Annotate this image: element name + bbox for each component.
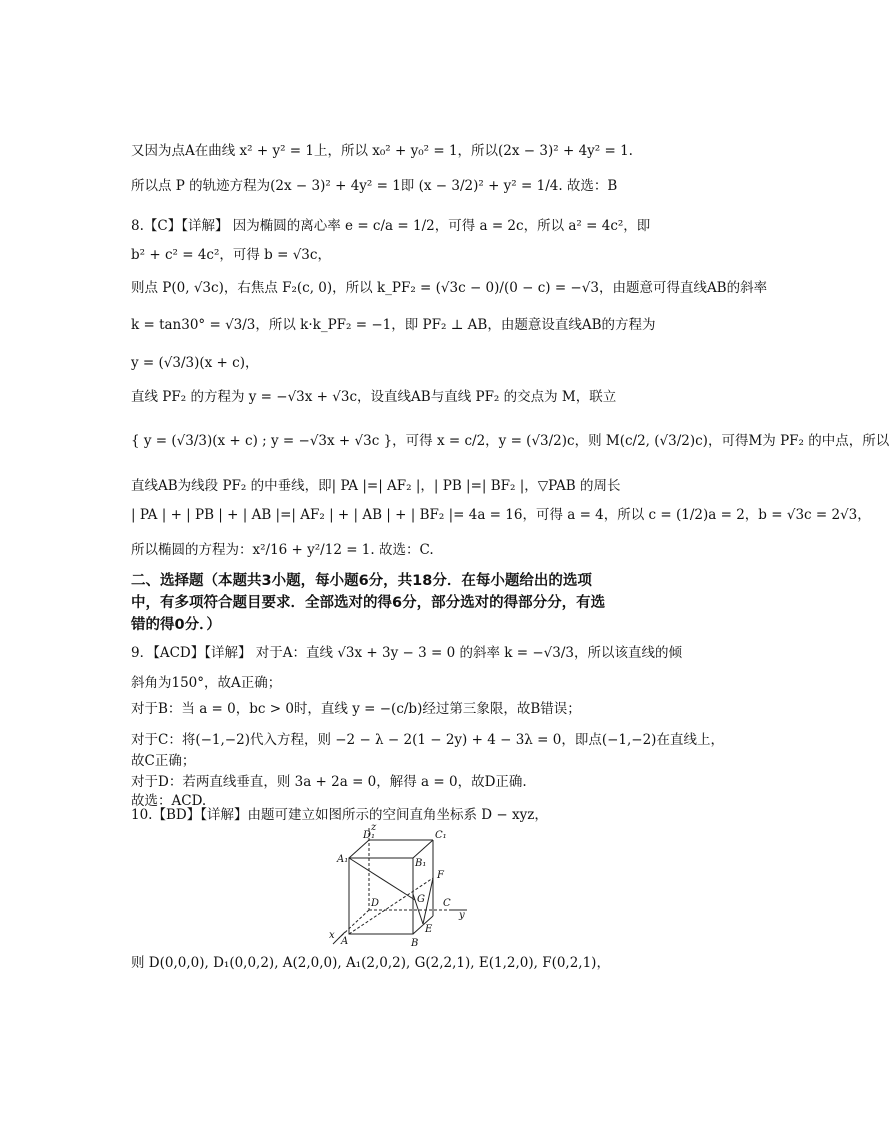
text-line-3: 8.【C】【详解】 因为椭圆的离心率 e = c/a = 1/2，可得 a = 2c，所以 a² = 4c²，即: [131, 218, 651, 234]
text-line-4: b² + c² = 4c²，可得 b = √3c，: [131, 247, 331, 263]
text-line-18: 对于B：当 a = 0，bc > 0时，直线 y = −(c/b)经过第三象限，故B错误；: [131, 701, 581, 717]
section-title-1: 二、选择题（本题共3小题，每小题6分，共18分．在每小题给出的选项: [131, 573, 592, 589]
section-title-2: 中，有多项符合题目要求．全部选对的得6分，部分选对的得部分分，有选: [131, 595, 606, 611]
label-y: y: [459, 910, 465, 921]
text-line-16: 9．【ACD】【详解】 对于A：直线 √3x + 3y − 3 = 0 的斜率 k = −√3/3，所以该直线的倾: [131, 645, 683, 661]
label-C: C: [443, 898, 451, 909]
text-line-2: 所以点 P 的轨迹方程为(2x − 3)² + 4y² = 1即 (x − 3/2)² + y² = 1/4. 故选：B: [131, 178, 618, 194]
text-line-24: 则 D(0,0,0), D₁(0,0,2), A(2,0,0), A₁(2,0,2), G(2,2,1), E(1,2,0), F(0,2,1)，: [131, 955, 610, 971]
label-x: x: [329, 930, 335, 941]
text-line-21: 对于D：若两直线垂直，则 3a + 2a = 0，解得 a = 0，故D正确.: [131, 774, 527, 790]
text-line-6: k = tan30° = √3/3，所以 k·k_PF₂ = −1，即 PF₂ ⊥ AB，由题意设直线AB的方程为: [131, 317, 656, 333]
cube-figure: [325, 820, 475, 950]
text-line-5: 则点 P(0, √3c)，右焦点 F₂(c, 0)，所以 k_PF₂ = (√3c − 0)/(0 − c) = −√3，由题意可得直线AB的斜率: [131, 280, 768, 296]
text-line-20: 故C正确；: [131, 753, 196, 769]
section-title-3: 错的得0分．）: [131, 617, 221, 633]
text-line-9: { y = (√3/3)(x + c) ; y = −√3x + √3c }，可得 x = c/2，y = (√3/2)c，则 M(c/2, (√3/2)c)，可得M为 PF₂ 的中点，所以: [131, 433, 889, 449]
text-line-22: 故选：ACD.: [131, 793, 207, 809]
label-D: D: [371, 898, 380, 909]
label-z: z: [371, 822, 377, 833]
text-line-17: 斜角为150°，故A正确；: [131, 675, 282, 691]
label-B: B: [411, 938, 419, 949]
label-D1: D₁: [363, 830, 376, 841]
text-line-23: 10.【BD】【详解】由题可建立如图所示的空间直角坐标系 D − xyz，: [131, 807, 548, 823]
text-line-1: 又因为点A在曲线 x² + y² = 1上，所以 x₀² + y₀² = 1，所以(2x − 3)² + 4y² = 1.: [131, 143, 633, 159]
label-G: G: [417, 894, 425, 905]
label-A1: A₁: [337, 854, 349, 865]
text-line-12: 所以椭圆的方程为：x²/16 + y²/12 = 1. 故选：C.: [131, 542, 434, 558]
label-C1: C₁: [435, 830, 447, 841]
label-F: F: [437, 870, 444, 881]
text-line-8: 直线 PF₂ 的方程为 y = −√3x + √3c，设直线AB与直线 PF₂ 的交点为 M，联立: [131, 389, 617, 405]
label-B1: B₁: [415, 858, 427, 869]
text-line-7: y = (√3/3)(x + c)，: [131, 355, 259, 371]
text-line-10: 直线AB为线段 PF₂ 的中垂线，即| PA |=| AF₂ |，| PB |=| BF₂ |，▽PAB 的周长: [131, 478, 621, 494]
text-line-11: | PA | + | PB | + | AB |=| AF₂ | + | AB | + | BF₂ |= 4a = 16，可得 a = 4，所以 c = (1/2)a = 2，b = √3c = 2√3，: [131, 507, 871, 523]
text-line-19: 对于C：将(−1,−2)代入方程，则 −2 − λ − 2(1 − 2y) + 4 − 3λ = 0，即点(−1,−2)在直线上，: [131, 732, 724, 748]
label-E: E: [425, 924, 433, 935]
label-A: A: [341, 936, 349, 947]
